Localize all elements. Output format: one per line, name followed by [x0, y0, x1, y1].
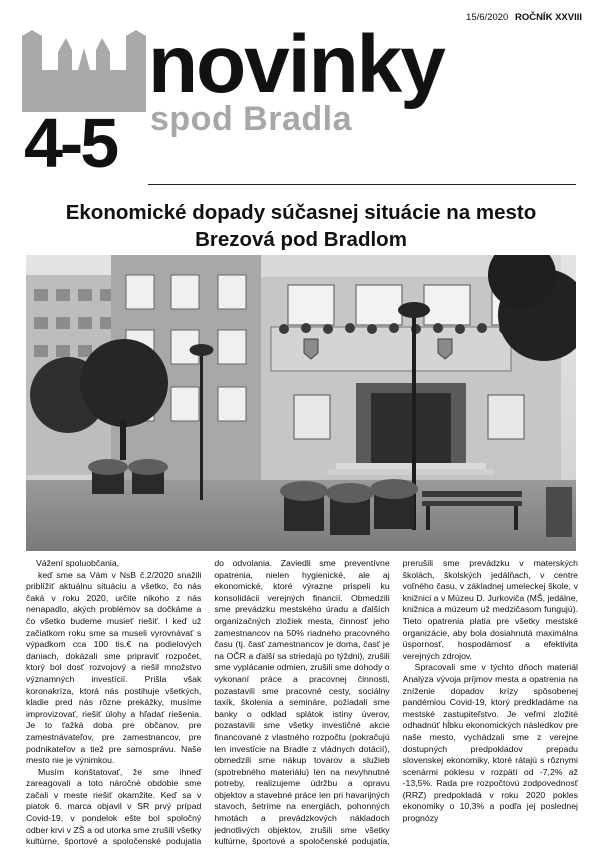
- article-paragraph: Spracovali sme v týchto dňoch materiál Analýza vývoja príjmov mesta a opatrenia na zníženie dopadov krízy spôsobenej pandémiou Covid-19, ktorý predkladáme na mestské zastupiteľstvo. Je veľmi zložité odhadnúť hĺbku ekonomických následkov pre naše mesto, vychádzali sme z verejne dostupných predpokladov prepadu slovenskej ekonomiky, ktoré rátajú s rôznymi scenármi poklesu v rozpätí od -7,2% až -13,5%. Rada pre rozpočtovú zodpovednosť (RRZ) predpokladá v roku 2020 pokles ekonomiky o 10,3% a podľa jej poslednej prognózy: [402, 662, 578, 824]
- article-headline: [20, 199, 582, 253]
- article-paragraph: Musím konštatovať, že sme ihneď zareagovali a toto náročné obdobie sme začali v meste riešiť okamžite. Keď sa v piatok 6. marca objavil v SR prvý prípad Covid-19, v pondelok ešte bol spoločný odber krvi v ZŠ a od utorka sme zrušili všetky kultúrne, športové a spoločenské podujatia do odvolania. Zaviedli sme preventívne opatrenia, nielen hygienické, ale aj ekonomické, ktoré výrazne prispeli ku konsolidácii verejných financií. Obmedzili sme prevádzku mestského úradu a ďalších organizačných zložiek mesta, činnosť jeho zamestnancov na 50% riadneho pracovného času (tj. časť zamestnancov je doma, časť je na OČR a ďalší sa striedajú po týždni), zrušili sme vyplácanie odmien, zrušili sme dohody o vykonaní práce a pracovnej činnosti, pozastavili sme pracovné cesty, sociálny taxík, školenia a semináre, požiadali sme banky o odklad splátok istiny úverov, pozastavili sme všetky investičné akcie financované z vlastného rozpočtu (pokračujú len investície na Bradle z vládnych dotácií), obmedzili sme nákup tovarov a služieb (spotrebného materiálu) len na nevyhnutné potreby, realizujeme údržbu a opravu objektov a stavebné práce len pri havarijných stavoch, šetríme na energiách, pohonných hmotách a prevádzkových nákladoch jednotlivých objektov, zrušili sme všetky kultúrne, športové a spoločenské podujatia, prerušili sme prevádzku v materských školách, školských jedálňach, v centre voľného času, v základnej umeleckej škole, v knižnici a v Múzeu D. Jurkoviča (MŠ, jedálne, knižnica a múzeum už medzičasom fungujú). Tieto opatrenia platia pre všetky mestské organizácie, aby bola dosiahnutá maximálna úspornosť, hospodárnosť a efektivita verejných zdrojov.: [26, 558, 578, 847]
- issue-number: 4-5: [24, 104, 117, 182]
- masthead: [0, 0, 602, 190]
- article-paragraph: keď sme sa Vám v NsB č.2/2020 snažili priblížiť aktuálnu situáciu a všetko, čo nás čaká v roku 2020, určite nikoho z nás nenapadlo, akých problémov sa dočkáme a čo všetko budeme musieť riešiť. I keď už začiatkom roku sme sa museli vyrovnávať s výpadkom cca 100 tis.€ na podielových daniach, dokázali sme pripraviť rozpočet, ktorý bol dosť rozvojový a riešil množstvo významných investícií. Prišla však koronakríza, ktorá nás postihuje všetkých, kladie pred nás rôzne prekážky, musíme improvizovať, riešiť úlohy a hľadať riešenia. Je to ťažká doba pre občanov, pre zamestnávateľov, pre zamestnancov, pre podnikateľov a tiež pre samosprávu. Naše mesto nie je výnimkou.: [26, 569, 202, 766]
- headline-line-1: Ekonomické dopady súčasnej situácie na mesto: [65, 201, 537, 224]
- headline-line-2: Brezová pod Bradlom: [195, 228, 407, 251]
- town-hall-photo: [26, 255, 576, 551]
- masthead-divider: [148, 184, 576, 185]
- article-paragraph: Vážení spoluobčania,: [36, 558, 120, 568]
- article-body: [26, 558, 578, 848]
- issue-meta: [466, 12, 582, 23]
- masthead-title: novinky: [148, 19, 444, 110]
- masthead-subtitle: spod Bradla: [150, 100, 352, 138]
- issue-volume: ROČNÍK XXVIII: [514, 12, 582, 23]
- issue-date: 15/6/2020: [466, 12, 509, 23]
- bradlo-monument-logo-icon: [22, 30, 146, 112]
